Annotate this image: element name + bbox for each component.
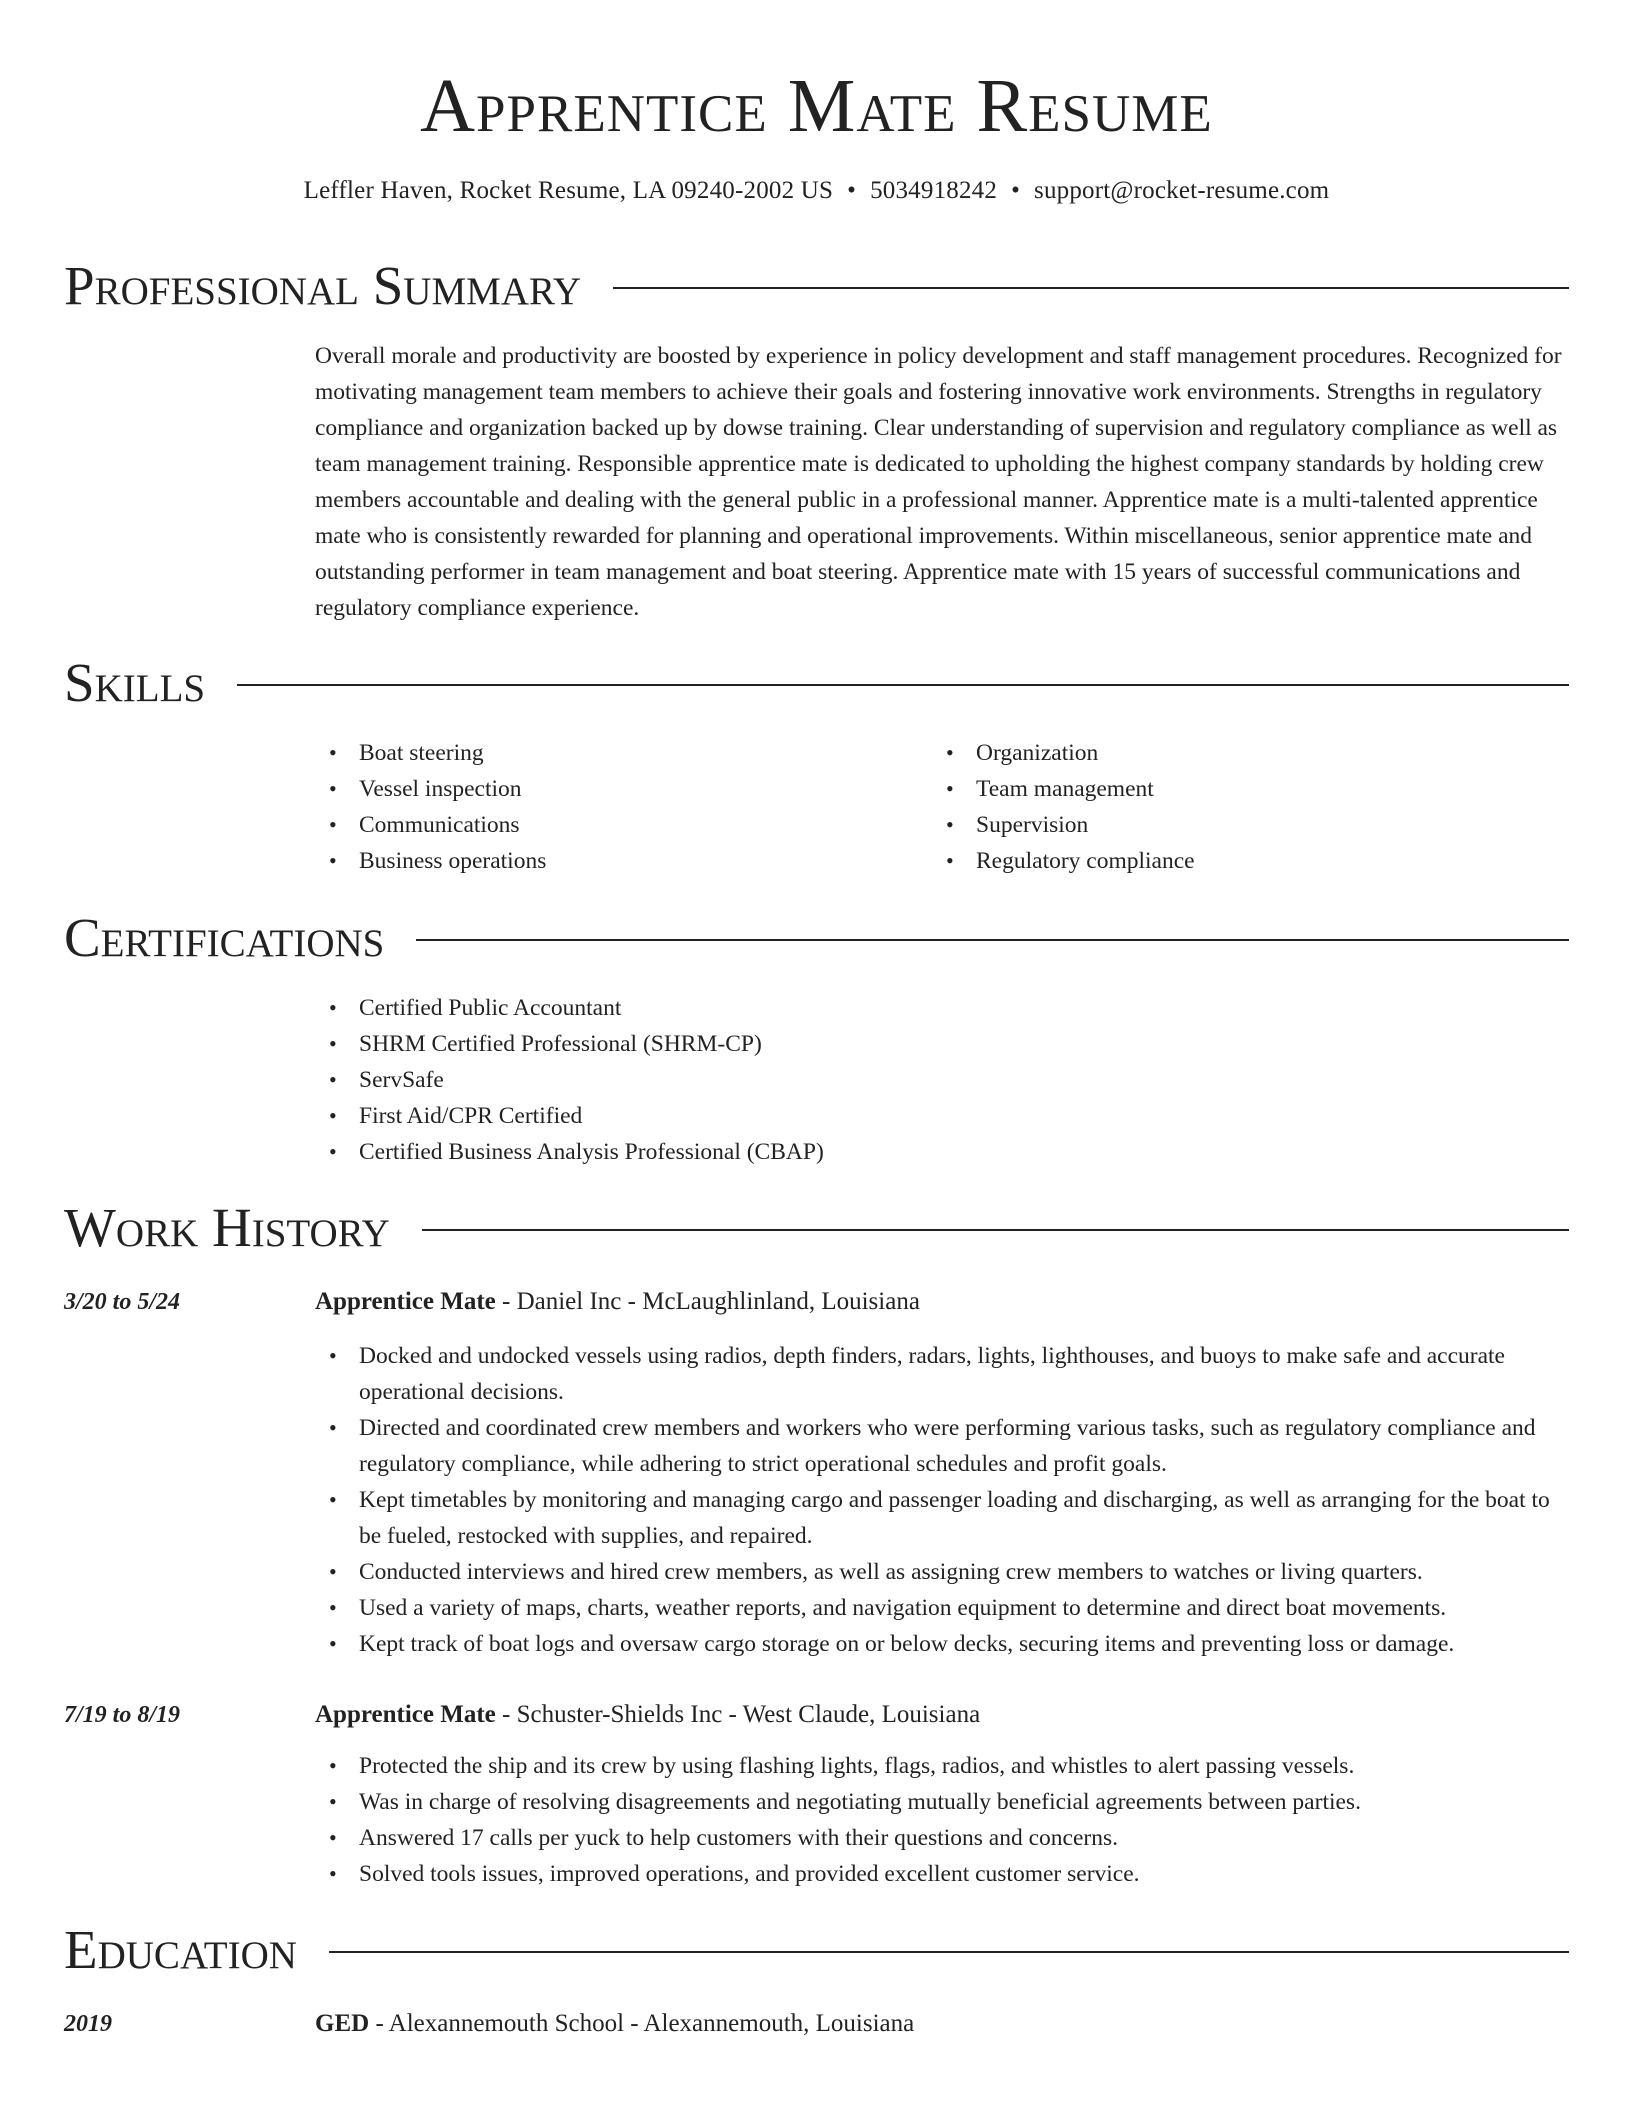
skill-item: • Communications xyxy=(315,807,932,843)
education-title: Education xyxy=(64,1919,297,1980)
certification-item: • First Aid/CPR Certified xyxy=(315,1098,1569,1134)
skills-title: Skills xyxy=(64,652,206,713)
skills-column-right xyxy=(932,735,1549,879)
skill-item: • Organization xyxy=(932,735,1549,771)
work-history-title: Work History xyxy=(64,1197,390,1258)
contact-email[interactable]: support@rocket-resume.com xyxy=(1034,177,1330,204)
certification-item: • Certified Public Accountant xyxy=(315,990,1569,1026)
job-dates: 3/20 to 5/24 xyxy=(64,1289,181,1315)
contact-separator: • xyxy=(1011,177,1021,204)
summary-title: Professional Summary xyxy=(64,255,582,316)
section-divider xyxy=(329,1951,1569,1953)
education-heading xyxy=(64,1918,1569,1982)
certifications-list xyxy=(315,990,1569,1170)
job-bullet: • Kept track of boat logs and oversaw cargo storage on or below decks, securing items and preventing loss or damage. xyxy=(315,1626,1569,1662)
skills-list xyxy=(315,735,1569,879)
section-divider xyxy=(613,287,1569,289)
summary-body xyxy=(315,338,1569,626)
job-role: Apprentice Mate xyxy=(315,1288,496,1315)
skill-item: • Business operations xyxy=(315,843,932,879)
summary-heading xyxy=(64,254,1569,318)
job-dates: 7/19 to 8/19 xyxy=(64,1702,181,1728)
skill-item: • Boat steering xyxy=(315,735,932,771)
resume-title: Apprentice Mate Resume xyxy=(420,64,1213,148)
job-bullet: • Directed and coordinated crew members and workers who were performing various tasks, such as regulatory compliance and regulatory compliance, while adhering to strict operational schedules and profit goals. xyxy=(315,1410,1569,1482)
contact-separator: • xyxy=(847,177,857,204)
certifications-heading xyxy=(64,906,1569,970)
skill-item: • Regulatory compliance xyxy=(932,843,1549,879)
education-degree: GED xyxy=(315,2010,370,2037)
job-bullet: • Conducted interviews and hired crew members, as well as assigning crew members to watches or living quarters. xyxy=(315,1554,1569,1590)
skill-item: • Vessel inspection xyxy=(315,771,932,807)
certifications-title: Certifications xyxy=(64,907,385,968)
skill-item: • Team management xyxy=(932,771,1549,807)
job-bullet: • Docked and undocked vessels using radios, depth finders, radars, lights, lighthouses, and buoys to make safe and accurate operational decisions. xyxy=(315,1338,1569,1410)
job-bullet: • Used a variety of maps, charts, weather reports, and navigation equipment to determine and direct boat movements. xyxy=(315,1590,1569,1626)
job-bullet: • Was in charge of resolving disagreements and negotiating mutually beneficial agreements between parties. xyxy=(315,1784,1569,1820)
education-detail: - Alexannemouth School - Alexannemouth, Louisiana xyxy=(369,2010,915,2037)
job-title-line xyxy=(315,1284,920,1320)
section-divider xyxy=(422,1229,1569,1231)
job-role: Apprentice Mate xyxy=(315,1701,496,1728)
job-bullets xyxy=(315,1338,1569,1662)
job-title-line xyxy=(315,1697,980,1733)
job-bullet: • Protected the ship and its crew by using flashing lights, flags, radios, and whistles to alert passing vessels. xyxy=(315,1748,1569,1784)
job-bullet: • Answered 17 calls per yuck to help customers with their questions and concerns. xyxy=(315,1820,1569,1856)
education-line xyxy=(315,2006,914,2042)
certification-item: • Certified Business Analysis Professional (CBAP) xyxy=(315,1134,1569,1170)
certification-item: • SHRM Certified Professional (SHRM-CP) xyxy=(315,1026,1569,1062)
contact-address: Leffler Haven, Rocket Resume, LA 09240-2002 US xyxy=(303,177,834,204)
job-bullets xyxy=(315,1748,1569,1892)
summary-text: Overall morale and productivity are boosted by experience in policy development and staff management procedures. Recognized for motivating management team members to achieve their goals and fostering innovative work environments. Strengths in regulatory compliance and organization backed up by dowse training. Clear understanding of supervision and regulatory compliance as well as team management training. Responsible apprentice mate is dedicated to upholding the highest company standards by holding crew members accountable and dealing with the general public in a professional manner. Apprentice mate is a multi-talented apprentice mate who is consistently rewarded for planning and operational improvements. Within miscellaneous, senior apprentice mate and outstanding performer in team management and boat steering. Apprentice mate with 15 years of successful communications and regulatory compliance experience. xyxy=(315,343,1562,621)
job-bullet: • Kept timetables by monitoring and managing cargo and passenger loading and discharging, as well as arranging for the boat to be fueled, restocked with supplies, and repaired. xyxy=(315,1482,1569,1554)
work-history-heading xyxy=(64,1196,1569,1260)
contact-phone: 5034918242 xyxy=(870,177,998,204)
section-divider xyxy=(237,684,1569,686)
job-detail: - Daniel Inc - McLaughlinland, Louisiana xyxy=(495,1288,920,1315)
job-bullet: • Solved tools issues, improved operations, and provided excellent customer service. xyxy=(315,1856,1569,1892)
skills-heading xyxy=(64,651,1569,715)
skill-item: • Supervision xyxy=(932,807,1549,843)
job-detail: - Schuster-Shields Inc - West Claude, Louisiana xyxy=(495,1701,981,1728)
section-divider xyxy=(416,939,1569,941)
education-year: 2019 xyxy=(64,2011,112,2037)
certification-item: • ServSafe xyxy=(315,1062,1569,1098)
contact-line xyxy=(64,174,1569,208)
skills-column-left xyxy=(315,735,932,879)
